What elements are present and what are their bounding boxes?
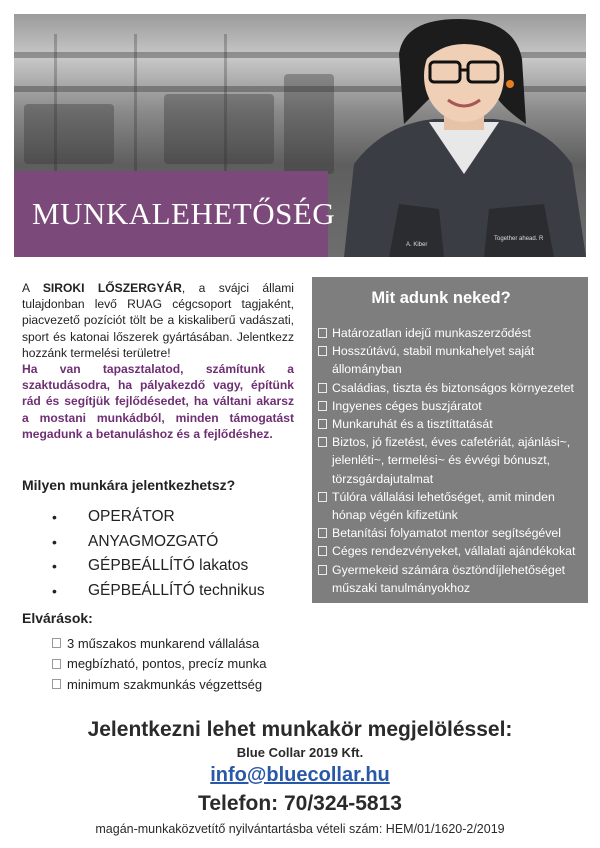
company-name: SIROKI LŐSZERGYÁR	[42, 281, 182, 295]
list-item	[318, 324, 584, 342]
offer-text: Biztos, jó fizetést, éves cafetériát, ajánlási~, jelenléti~, termelési~ és évvégi bónuszt, törzsgárdajutalmat	[332, 435, 571, 486]
offer-text: Gyermekeid számára ösztöndíjlehetőséget műszaki tanulmányokhoz	[332, 562, 566, 595]
shirt-label-left: A. Kiber	[406, 242, 428, 248]
offer-text: Határozatlan idejű munkaszerződést	[332, 326, 531, 340]
list-item	[52, 654, 266, 675]
requirement-text: 3 műszakos munkarend vállalása	[67, 635, 260, 651]
list-item	[318, 542, 584, 560]
intro-highlight: Ha van tapasztalatod, számítunk a szaktudásodra, ha pályakezdő vagy, építünk rád és segítjük fejlődésedet, ha váltani akarsz a mostani munkádból, minden támogatást megadunk a betanuláshoz és a fejlődéshez.	[22, 362, 294, 441]
bullet: •	[52, 558, 57, 575]
offer-text: Betanítási folyamatot mentor segítségével	[332, 526, 561, 541]
list-item	[318, 488, 584, 524]
bullet: •	[52, 582, 57, 599]
jobs-list	[52, 505, 265, 603]
list-item	[318, 415, 584, 433]
list-item	[318, 561, 584, 597]
checkbox-glyph-icon	[52, 679, 61, 689]
list-item	[52, 530, 265, 555]
offer-panel	[312, 277, 588, 603]
intro-paragraph	[22, 280, 294, 361]
offer-list	[318, 324, 584, 597]
offer-heading: Mit adunk neked?	[371, 289, 511, 307]
factory-machine	[284, 74, 334, 174]
list-item	[318, 397, 584, 415]
page-title: MUNKALEHETŐSÉG	[32, 196, 336, 231]
checkbox-glyph-icon	[318, 546, 327, 556]
intro-body: , a svájci állami tulajdonban levő RUAG cégcsoport tagjaként, piacvezető pozíciót tölt be a kiskaliberű vadászati, sport és katonai lőszerek gyártásában. Jelentkezz hozzánk termelési területre!	[22, 281, 294, 360]
list-item	[318, 379, 584, 397]
checkbox-glyph-icon	[318, 401, 327, 411]
job-title: GÉPBEÁLLÍTÓ technikus	[88, 581, 265, 599]
jobs-heading: Milyen munkára jelentkezhetsz?	[22, 477, 236, 493]
checkbox-glyph-icon	[52, 659, 61, 669]
checkbox-glyph-icon	[318, 437, 327, 447]
job-title: OPERÁTOR	[88, 508, 175, 526]
job-title: ANYAGMOZGATÓ	[88, 532, 219, 550]
phone-number: Telefon: 70/324-5813	[198, 792, 402, 815]
list-item	[52, 579, 265, 604]
list-item	[318, 524, 584, 542]
apply-instruction: Jelentkezni lehet munkakör megjelöléssel:	[87, 718, 513, 741]
checkbox-glyph-icon	[318, 419, 327, 429]
checkbox-glyph-icon	[318, 528, 327, 538]
job-title: GÉPBEÁLLÍTÓ lakatos	[88, 557, 249, 575]
offer-text: Munkaruhát és a tisztíttatását	[332, 417, 493, 432]
list-item	[318, 433, 584, 488]
shirt-label-right: Together ahead. R	[494, 236, 544, 242]
email-link[interactable]: info@bluecollar.hu	[210, 764, 390, 786]
email-line	[0, 764, 600, 787]
checkbox-glyph-icon	[318, 565, 327, 575]
offer-text: Hosszútávú, stabil munkahelyet saját állományban	[332, 344, 535, 377]
checkbox-glyph-icon	[318, 328, 327, 338]
agency-name: Blue Collar 2019 Kft.	[236, 745, 364, 760]
checkbox-glyph-icon	[318, 492, 327, 502]
checkbox-glyph-icon	[318, 383, 327, 393]
intro-prefix: A	[22, 281, 43, 295]
worker-portrait	[344, 14, 586, 257]
list-item	[52, 633, 266, 654]
factory-machine	[24, 104, 114, 164]
list-item	[52, 674, 266, 695]
offer-text: Családias, tiszta és biztonságos környezetet	[332, 380, 574, 395]
requirement-text: megbízható, pontos, precíz munka	[67, 656, 267, 672]
intro-text	[22, 280, 294, 442]
bullet: •	[52, 509, 57, 526]
title-band	[14, 171, 336, 257]
requirements-list	[52, 633, 266, 695]
requirements-heading: Elvárások:	[22, 610, 93, 626]
checkbox-glyph-icon	[52, 638, 61, 648]
checkbox-glyph-icon	[318, 346, 327, 356]
list-item	[318, 342, 584, 378]
offer-text: Túlóra vállalási lehetőséget, amit minden hónap végén kifizetünk	[332, 489, 555, 523]
list-item	[52, 505, 265, 530]
bullet: •	[52, 533, 57, 550]
offer-text: Ingyenes céges buszjáratot	[332, 398, 482, 413]
requirement-text: minimum szakmunkás végzettség	[67, 676, 263, 692]
list-item	[52, 554, 265, 579]
offer-text: Céges rendezvényeket, vállalati ajándékokat	[332, 544, 576, 559]
factory-machine	[164, 94, 274, 164]
registration-number: magán-munkaközvetítő nyilvántartásba vételi szám: HEM/01/1620-2/2019	[95, 822, 505, 836]
